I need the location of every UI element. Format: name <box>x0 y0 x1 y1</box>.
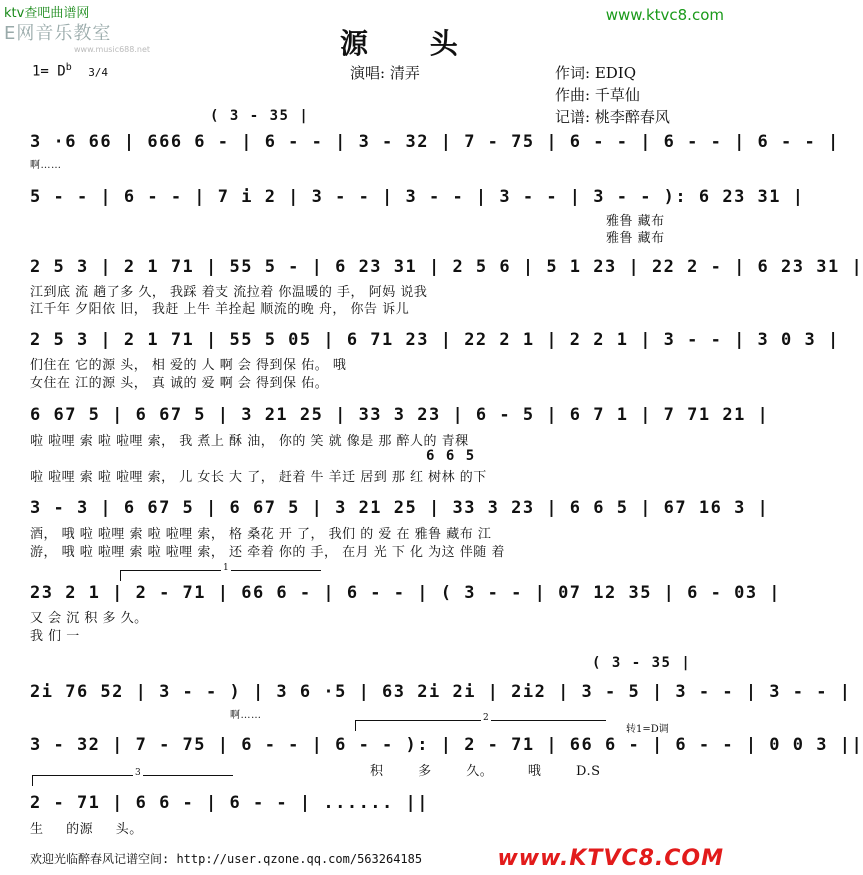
watermark-brand: E网音乐教室 <box>4 23 112 44</box>
alt-notes: 6 6 5 <box>426 448 476 464</box>
lyric-row-10: 生 的源 头。 <box>30 822 143 837</box>
lyric-row-7-a: 又 会 沉 积 多 久。 <box>30 611 148 626</box>
lyric-row-2-a: 雅鲁 藏布 <box>606 214 665 229</box>
score-row-9: 3 - 32 | 7 - 75 | 6 - - | 6 - - ): | 2 - 71 | 66 6 - | 6 - - | 0 0 3 || <box>30 735 863 755</box>
intro-pickup: ( 3 - 35 | <box>210 108 310 124</box>
lyricist-credit: 作词: EDIQ <box>555 64 637 82</box>
interlude-pickup: ( 3 - 35 | <box>592 655 692 671</box>
volta-bracket-3: 3 <box>32 775 233 786</box>
volta-bracket-2: 2 <box>355 720 606 731</box>
score-row-3: 2 5 3 | 2 1 71 | 55 5 - | 6 23 31 | 2 5 6 | 5 1 23 | 22 2 - | 6 23 31 | <box>30 257 863 277</box>
credits-block <box>555 62 670 128</box>
footer-brand: www.KTVC8.COM <box>497 846 724 871</box>
volta-bracket-1: 1 <box>120 570 321 581</box>
singer-credit: 演唱: 清弄 <box>350 64 420 82</box>
score-row-8: 2i 76 52 | 3 - - ) | 3 6 ·5 | 63 2i 2i | 2i2 | 3 - 5 | 3 - - | 3 - - | <box>30 682 852 702</box>
watermark-left <box>4 2 150 54</box>
score-row-4: 2 5 3 | 2 1 71 | 55 5 05 | 6 71 23 | 22 2 1 | 2 2 1 | 3 - - | 3 0 3 | <box>30 330 840 350</box>
lyric-row-5-a: 啦 啦哩 索 啦 啦哩 索， 我 煮上 酥 油， 你的 笑 就 像是 那 醉人的 青稞 <box>30 434 469 449</box>
watermark-url: www.music688.net <box>74 45 151 54</box>
lyric-row-7-b: 我 们 一 <box>30 629 80 644</box>
score-row-2: 5 - - | 6 - - | 7 i 2 | 3 - - | 3 - - | 3 - - | 3 - - ): 6 23 31 | <box>30 187 805 207</box>
score-row-1: 3 ·6 66 | 666 6 - | 6 - - | 3 - 32 | 7 - 75 | 6 - - | 6 - - | 6 - - | <box>30 132 840 152</box>
lyric-row-9: 积 多 久。 哦 D.S <box>370 764 601 779</box>
score-row-5: 6 67 5 | 6 67 5 | 3 21 25 | 33 3 23 | 6 - 5 | 6 7 1 | 7 71 21 | <box>30 405 770 425</box>
song-title: 源 头 <box>340 27 484 60</box>
footer-text: 欢迎光临醉春风记谱空间: http://user.qzone.qq.com/563264185 <box>30 852 423 866</box>
lyric-row-6-a: 酒， 哦 啦 啦哩 索 啦 啦哩 索， 格 桑花 开 了， 我们 的 爱 在 雅鲁 藏布 江 <box>30 527 492 542</box>
score-row-7: 23 2 1 | 2 - 71 | 66 6 - | 6 - - | ( 3 - - | 07 12 35 | 6 - 03 | <box>30 583 782 603</box>
lyric-row-4-a: 们住在 它的源 头， 相 爱的 人 啊 会 得到保 佑。 哦 <box>30 358 347 373</box>
lyric-row-3-b: 江千年 夕阳依 旧， 我赶 上牛 羊拴起 顺流的晚 舟， 你告 诉儿 <box>30 302 410 317</box>
key-label: 1= D <box>32 63 66 80</box>
composer-credit: 作曲: 千草仙 <box>555 86 640 104</box>
score-row-10: 2 - 71 | 6 6 - | 6 - - | ...... || <box>30 793 429 813</box>
time-signature: 3/4 <box>88 65 109 79</box>
lyric-row-2-b: 雅鲁 藏布 <box>606 231 665 246</box>
key-signature <box>32 62 108 80</box>
key-change-note: 转1=D调 <box>626 724 669 735</box>
lyric-row-3-a: 江到底 流 趟了多 久， 我踩 着支 流拉着 你温暖的 手， 阿妈 说我 <box>30 285 428 300</box>
lyric-row-8: 啊…… <box>230 710 262 721</box>
lyric-row-5-b: 啦 啦哩 索 啦 啦哩 索， 儿 女长 大 了， 赶着 牛 羊迁 居到 那 红 树林 的下 <box>30 470 487 485</box>
watermark-right: www.ktvc8.com <box>605 6 724 24</box>
watermark-site-name: ktv查吧曲谱网 <box>4 6 90 21</box>
lyric-row-4-b: 女住在 江的源 头， 真 诚的 爱 啊 会 得到保 佑。 <box>30 376 329 391</box>
lyric-row-6-b: 游， 哦 啦 啦哩 索 啦 啦哩 索， 还 牵着 你的 手， 在月 光 下 化 为这 伴随 着 <box>30 545 505 560</box>
lyric-row-1: 啊…… <box>30 160 62 171</box>
key-flat: b <box>65 62 72 73</box>
score-row-6: 3 - 3 | 6 67 5 | 6 67 5 | 3 21 25 | 33 3 23 | 6 6 5 | 67 16 3 | <box>30 498 770 518</box>
transcriber-credit: 记谱: 桃李醉春风 <box>555 108 670 126</box>
